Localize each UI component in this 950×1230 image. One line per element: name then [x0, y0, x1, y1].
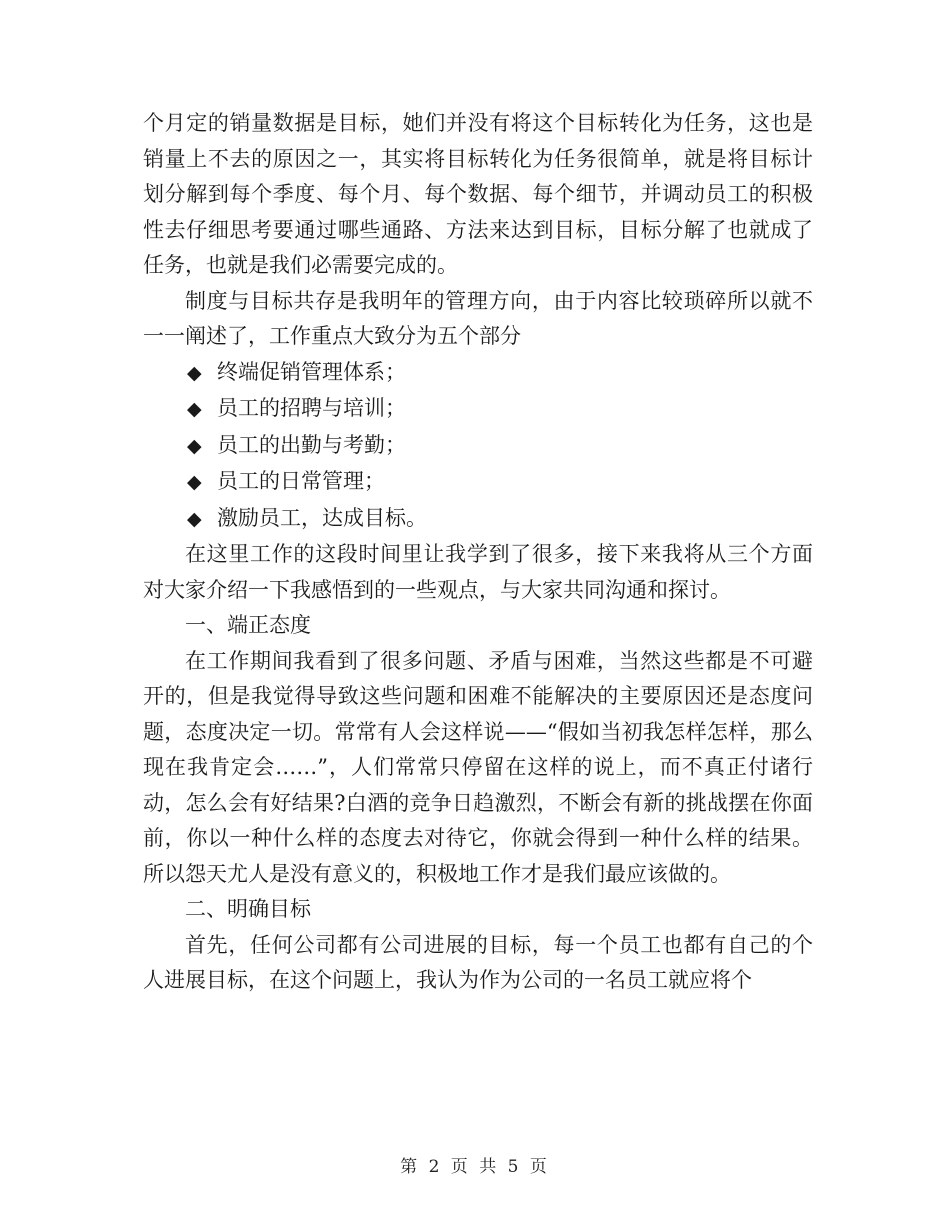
bullet-list	[143, 355, 813, 538]
diamond-bullet-icon: ◆	[187, 471, 202, 493]
paragraph-goals: 首先，任何公司都有公司进展的目标，每一个员工也都有自己的个人进展目标，在这个问题上，我认为作为公司的一名员工就应将个	[143, 932, 813, 992]
list-item-text: 员工的出勤与考勤；	[217, 432, 406, 457]
paragraph-management-direction: 制度与目标共存是我明年的管理方向，由于内容比较琐碎所以就不一一阐述了，工作重点大致分为五个部分	[143, 288, 813, 348]
paragraph-attitude: 在工作期间我看到了很多问题、矛盾与困难，当然这些都是不可避开的，但是我觉得导致这些问题和困难不能解决的主要原因还是态度问题，态度决定一切。常常有人会这样说——“假如当初我怎样怎样，那么现在我肯定会……”，人们常常只停留在这样的说上，而不真正付诸行动，怎么会有好结果?白酒的竞争日趋激烈，不断会有新的挑战摆在你面前，你以一种什么样的态度去对待它，你就会得到一种什么样的结果。所以怨天尤人是没有意义的，积极地工作才是我们最应该做的。	[143, 648, 813, 886]
list-item	[143, 501, 813, 538]
list-item	[143, 355, 813, 392]
list-item-text: 员工的招聘与培训；	[217, 396, 406, 420]
diamond-bullet-icon: ◆	[187, 361, 202, 384]
paragraph-continued: 个月定的销量数据是目标，她们并没有将这个目标转化为任务，这也是销量上不去的原因之一，其实将目标转化为任务很简单，就是将目标计划分解到每个季度、每个月、每个数据、每个细节，并调动员工的积极性去仔细思考要通过哪些通路、方法来达到目标，目标分解了也就成了任务，也就是我们必需要完成的。	[143, 111, 813, 277]
list-item	[143, 391, 813, 428]
list-item	[143, 428, 813, 465]
document-body	[143, 106, 813, 999]
diamond-bullet-icon: ◆	[187, 434, 202, 457]
list-item-text: 员工的日常管理；	[217, 469, 385, 493]
list-item-text: 终端促销管理体系；	[217, 359, 406, 384]
diamond-bullet-icon: ◆	[187, 398, 202, 420]
list-item	[143, 464, 813, 501]
section-heading-goals: 二、明确目标	[185, 897, 311, 921]
list-item-text: 激励员工，达成目标。	[217, 505, 427, 530]
page-number-footer: 第 2 页 共 5 页	[400, 1157, 550, 1177]
paragraph-intro-three-aspects: 在这里工作的这段时间里让我学到了很多，接下来我将从三个方面对大家介绍一下我感悟到的一些观点，与大家共同沟通和探讨。	[143, 542, 813, 602]
diamond-bullet-icon: ◆	[187, 507, 202, 530]
section-heading-attitude: 一、端正态度	[185, 613, 311, 637]
